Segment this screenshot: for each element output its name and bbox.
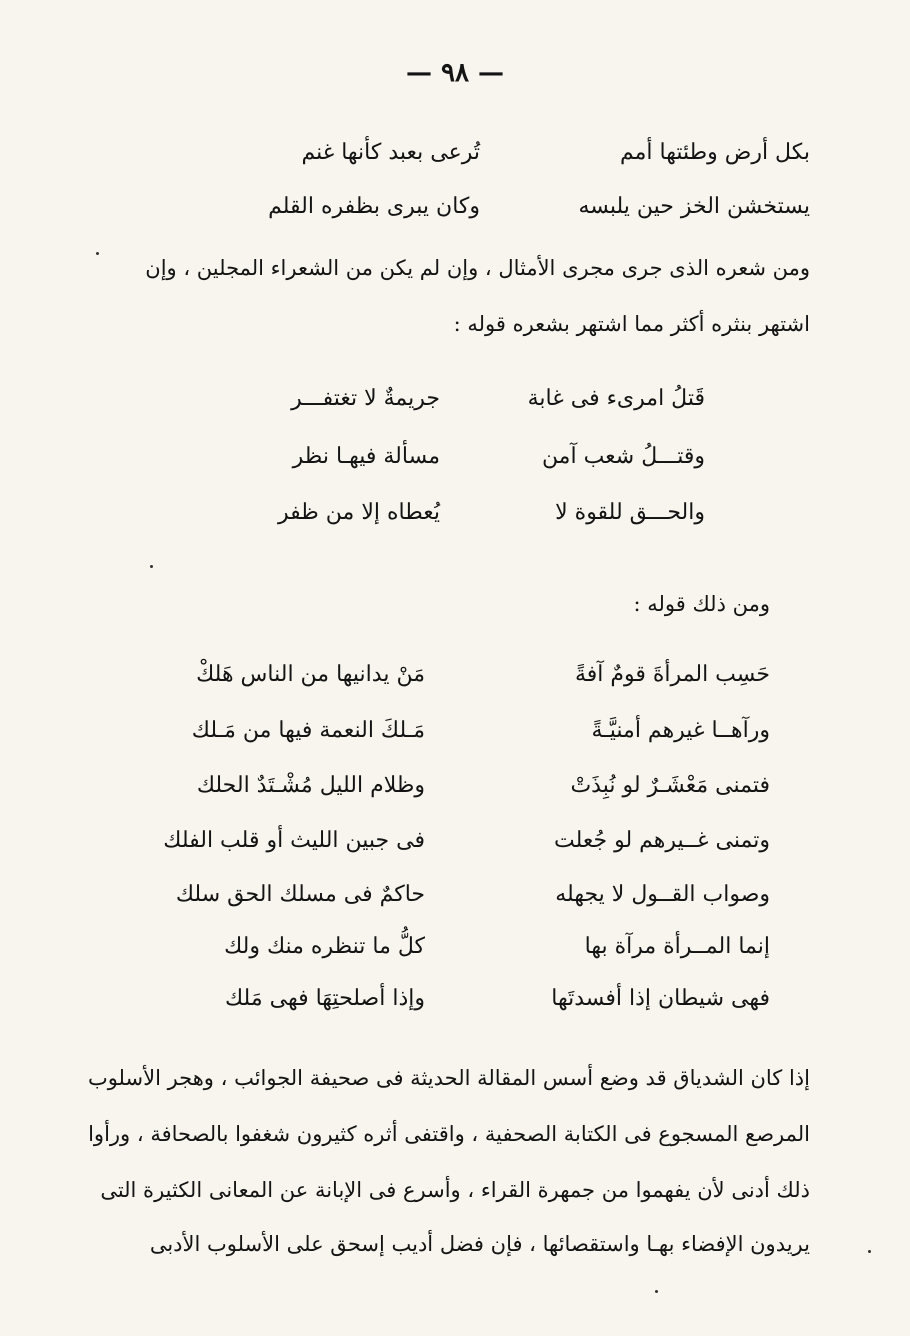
verse-first-hemistich: فهى شيطان إذا أفسدتَها (551, 986, 770, 1011)
verse-second-hemistich: فى جبين الليث أو قلب الفلك (163, 828, 425, 853)
verse-line (0, 720, 910, 750)
verse-second-hemistich: جريمةٌ لا تغتفـــر (291, 386, 440, 411)
verse-first-hemistich: ورآهــا غيرهم أمنيَّـةً (591, 718, 770, 743)
verse-line (0, 830, 910, 860)
paragraph-line: المرصع المسجوع فى الكتابة الصحفية ، واقتفى أثره كثيرون شغفوا بالصحافة ، ورأوا (88, 1122, 810, 1146)
verse-first-hemistich: حَسِب المرأةَ قومٌ آفةً (574, 662, 770, 687)
verse-second-hemistich: وكان يبرى بظفره القلم (268, 194, 480, 219)
verse-line (0, 446, 910, 476)
paragraph-line: يريدون الإفضاء بهـا واستقصائها ، فإن فضل أديب إسحق على الأسلوب الأدبى (149, 1232, 810, 1256)
verse-second-hemistich: وإذا أصلحتِهَا فهى مَلك (225, 986, 425, 1011)
verse-line (0, 502, 910, 532)
verse-second-hemistich: وظلام الليل مُشْـتَدٌ الحلك (196, 773, 425, 798)
verse-line (0, 775, 910, 805)
verse-second-hemistich: مَـلكَ النعمة فيها من مَـلك (191, 718, 425, 743)
verse-line (0, 936, 910, 966)
verse-second-hemistich: مسألة فيهـا نظر (292, 444, 440, 469)
verse-first-hemistich: وقتـــلُ شعب آمن (541, 444, 705, 469)
verse-line (0, 884, 910, 914)
verse-second-hemistich: كلُّ ما تنظره منك ولك (224, 934, 425, 959)
verse-first-hemistich: يستخشن الخز حين يلبسه (578, 194, 810, 219)
scan-speck (655, 1290, 658, 1293)
paragraph-line: اشتهر بنثره أكثر مما اشتهر بشعره قوله : (453, 312, 810, 336)
scan-speck (96, 252, 99, 255)
intro-line: ومن ذلك قوله : (633, 592, 770, 616)
verse-line (0, 988, 910, 1018)
verse-first-hemistich: وتمنى غــيرهم لو جُعلت (553, 828, 770, 853)
verse-second-hemistich: يُعطاه إلا من ظفر (278, 500, 440, 525)
verse-first-hemistich: فتمنى مَعْشَـرٌ لو نُبِذَتْ (570, 773, 770, 798)
verse-second-hemistich: مَنْ يدانيها من الناس هَلكْ (196, 662, 425, 687)
verse-second-hemistich: تُرعى بعبد كأنها غنم (301, 140, 480, 165)
verse-first-hemistich: إنما المــرأة مرآة بها (584, 934, 770, 959)
page-number: — ٩٨ — (405, 58, 505, 88)
verse-first-hemistich: وصواب القــول لا يجهله (555, 882, 770, 907)
verse-first-hemistich: قَتلُ امرىء فى غابة (527, 386, 705, 411)
paragraph-line: إذا كان الشدياق قد وضع أسس المقالة الحديثة فى صحيفة الجوائب ، وهجر الأسلوب (87, 1066, 810, 1090)
verse-first-hemistich: بكل أرض وطئتها أمم (619, 140, 810, 165)
paragraph-line: ذلك أدنى لأن يفهموا من جمهرة القراء ، وأسرع فى الإبانة عن المعانى الكثيرة التى (100, 1178, 810, 1202)
paragraph-line: ومن شعره الذى جرى مجرى الأمثال ، وإن لم يكن من الشعراء المجلين ، وإن (145, 256, 810, 280)
scan-speck (150, 565, 153, 568)
verse-line (0, 196, 910, 226)
verse-first-hemistich: والحـــق للقوة لا (555, 500, 705, 525)
verse-line (0, 142, 910, 172)
verse-line (0, 388, 910, 418)
verse-second-hemistich: حاكمٌ فى مسلك الحق سلك (175, 882, 425, 907)
scan-speck (868, 1250, 871, 1253)
verse-line (0, 664, 910, 694)
